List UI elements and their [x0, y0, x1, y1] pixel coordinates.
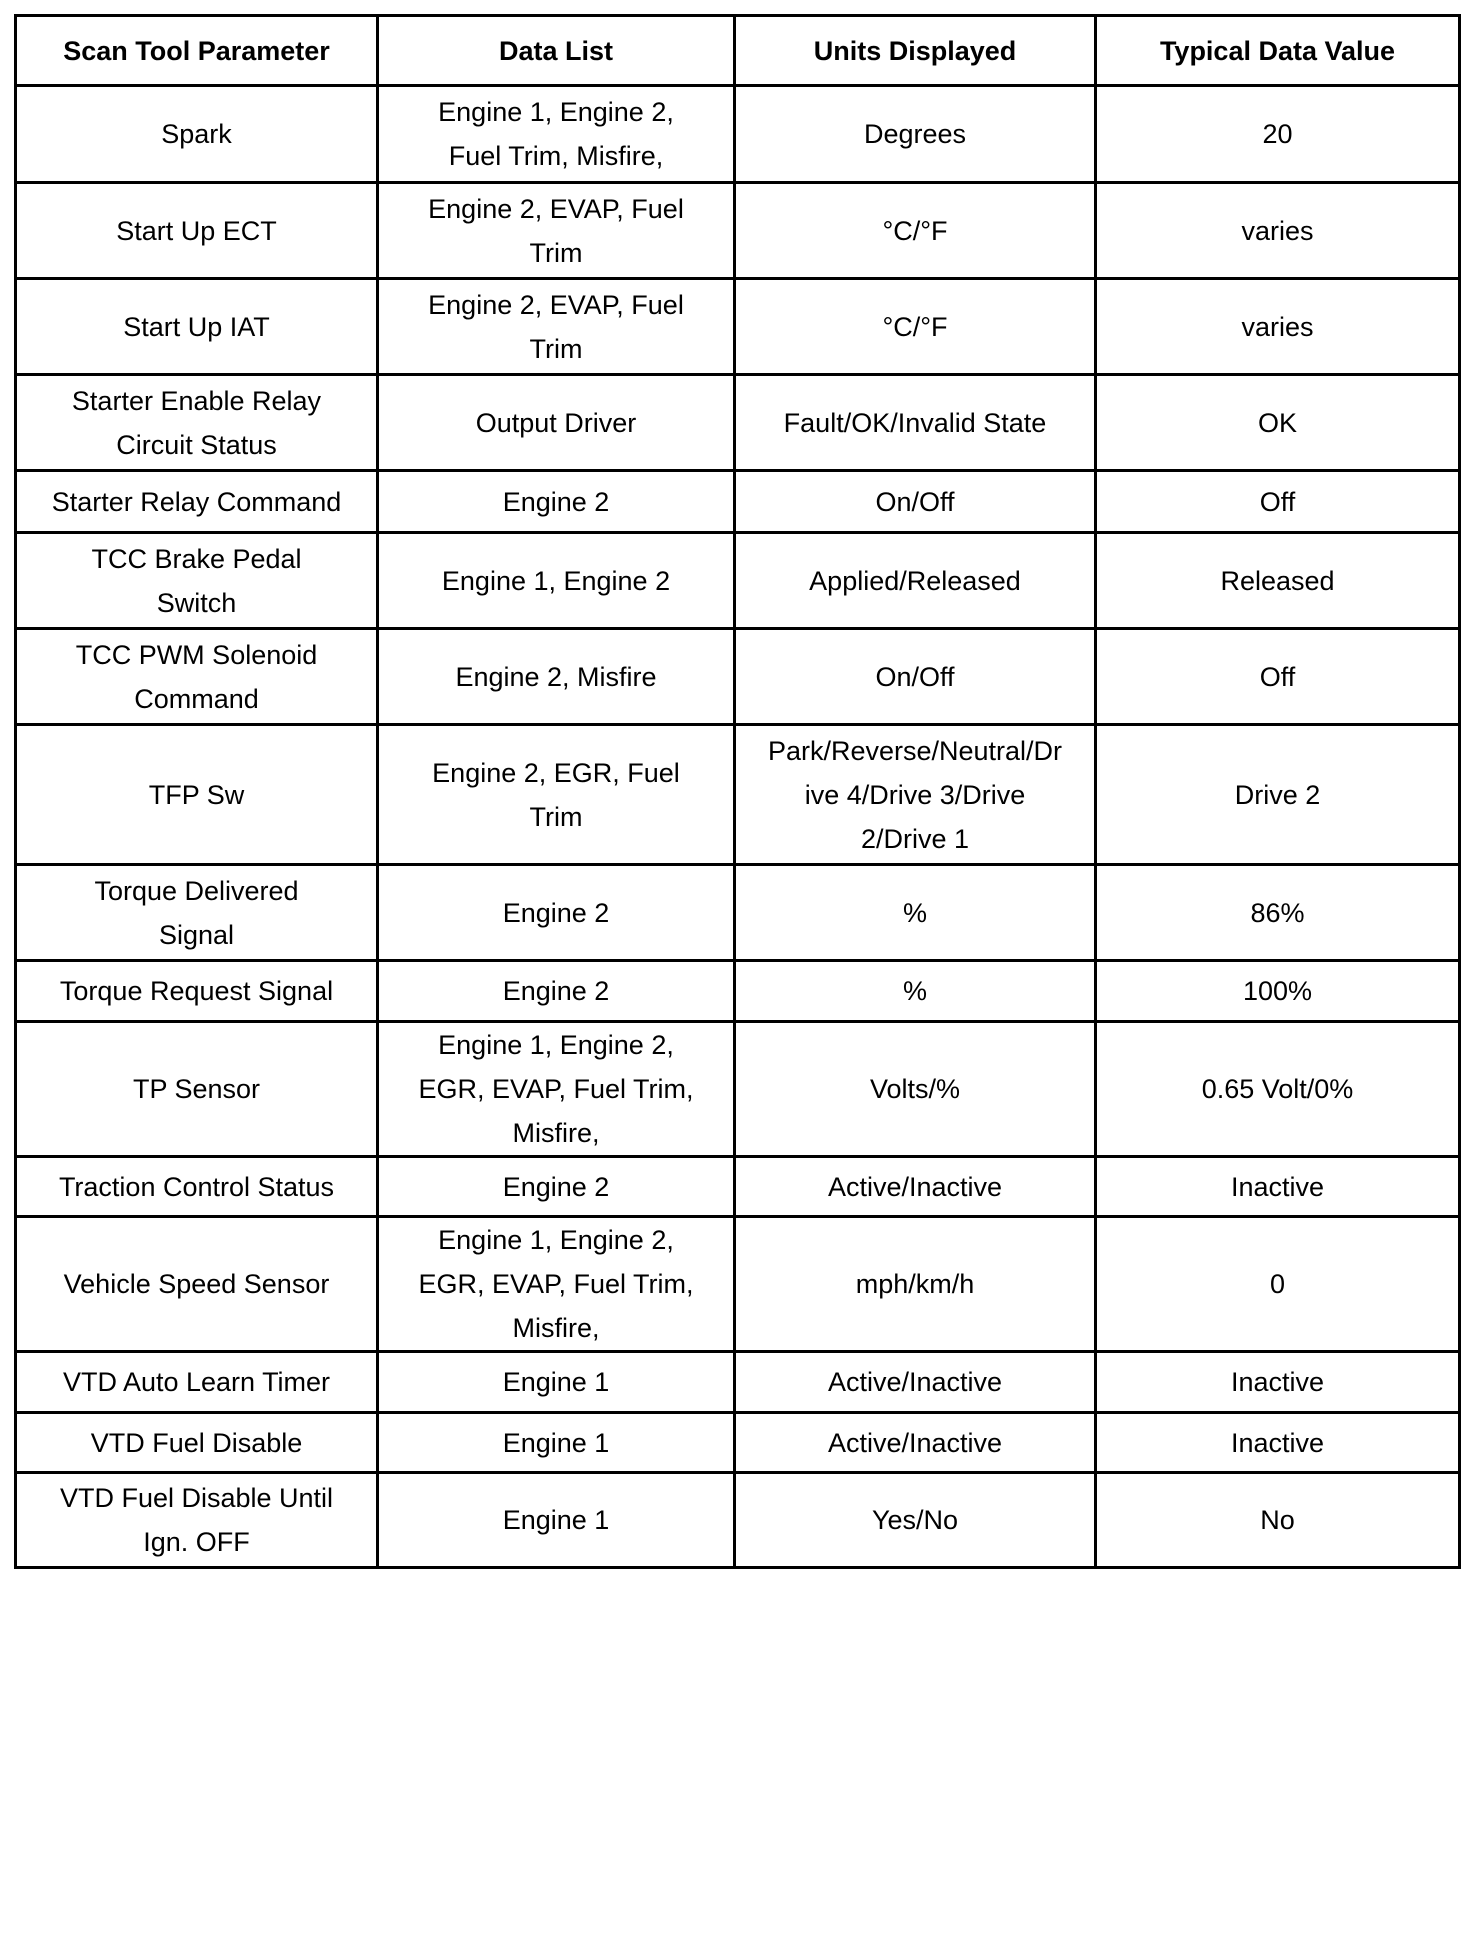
parameter-cell: Torque Delivered Signal: [16, 865, 378, 961]
header-data-list: Data List: [378, 16, 735, 86]
data-list-cell: Engine 2, EGR, Fuel Trim: [378, 725, 735, 865]
parameter-cell: Starter Relay Command: [16, 471, 378, 533]
scan-tool-data-table: [14, 14, 1461, 1569]
units-cell: °C/°F: [735, 279, 1096, 375]
data-list-cell: Engine 1, Engine 2, Fuel Trim, Misfire,: [378, 86, 735, 183]
units-cell: Active/Inactive: [735, 1352, 1096, 1413]
typical-value-cell: 0.65 Volt/0%: [1096, 1022, 1460, 1157]
typical-value-cell: 20: [1096, 86, 1460, 183]
data-list-cell: Engine 1, Engine 2: [378, 533, 735, 629]
data-list-cell: Engine 2: [378, 1157, 735, 1217]
data-list-cell: Engine 1: [378, 1473, 735, 1568]
parameter-cell: Vehicle Speed Sensor: [16, 1217, 378, 1352]
table-row: [16, 629, 1460, 725]
units-cell: °C/°F: [735, 183, 1096, 279]
header-scan-tool-parameter: Scan Tool Parameter: [16, 16, 378, 86]
units-cell: Active/Inactive: [735, 1413, 1096, 1473]
units-cell: %: [735, 961, 1096, 1022]
table-row: [16, 533, 1460, 629]
parameter-cell: Traction Control Status: [16, 1157, 378, 1217]
table-row: [16, 1157, 1460, 1217]
typical-value-cell: Off: [1096, 629, 1460, 725]
units-cell: mph/km/h: [735, 1217, 1096, 1352]
header-typical-data-value: Typical Data Value: [1096, 16, 1460, 86]
typical-value-cell: Drive 2: [1096, 725, 1460, 865]
table-row: [16, 1352, 1460, 1413]
table-row: [16, 1413, 1460, 1473]
parameter-cell: Start Up IAT: [16, 279, 378, 375]
table-row: [16, 1473, 1460, 1568]
typical-value-cell: No: [1096, 1473, 1460, 1568]
table-row: [16, 725, 1460, 865]
parameter-cell: VTD Auto Learn Timer: [16, 1352, 378, 1413]
typical-value-cell: 100%: [1096, 961, 1460, 1022]
table-row: [16, 865, 1460, 961]
table-row: [16, 1022, 1460, 1157]
data-list-cell: Engine 2: [378, 865, 735, 961]
parameter-cell: TCC Brake Pedal Switch: [16, 533, 378, 629]
units-cell: Degrees: [735, 86, 1096, 183]
parameter-cell: VTD Fuel Disable Until Ign. OFF: [16, 1473, 378, 1568]
units-cell: On/Off: [735, 629, 1096, 725]
parameter-cell: VTD Fuel Disable: [16, 1413, 378, 1473]
data-list-cell: Engine 2, EVAP, Fuel Trim: [378, 279, 735, 375]
data-list-cell: Engine 1, Engine 2, EGR, EVAP, Fuel Trim, Misfire,: [378, 1022, 735, 1157]
table-row: [16, 279, 1460, 375]
parameter-cell: TFP Sw: [16, 725, 378, 865]
parameter-cell: Torque Request Signal: [16, 961, 378, 1022]
data-list-cell: Engine 2: [378, 471, 735, 533]
typical-value-cell: Inactive: [1096, 1157, 1460, 1217]
units-cell: %: [735, 865, 1096, 961]
parameter-cell: Starter Enable Relay Circuit Status: [16, 375, 378, 471]
table-row: [16, 86, 1460, 183]
header-units-displayed: Units Displayed: [735, 16, 1096, 86]
data-list-cell: Engine 2, EVAP, Fuel Trim: [378, 183, 735, 279]
data-list-cell: Engine 2: [378, 961, 735, 1022]
table-row: [16, 1217, 1460, 1352]
parameter-cell: Spark: [16, 86, 378, 183]
typical-value-cell: varies: [1096, 279, 1460, 375]
units-cell: Fault/OK/Invalid State: [735, 375, 1096, 471]
data-list-cell: Engine 2, Misfire: [378, 629, 735, 725]
typical-value-cell: varies: [1096, 183, 1460, 279]
typical-value-cell: Off: [1096, 471, 1460, 533]
units-cell: Volts/%: [735, 1022, 1096, 1157]
units-cell: Applied/Released: [735, 533, 1096, 629]
table-body: [16, 86, 1460, 1568]
typical-value-cell: Inactive: [1096, 1413, 1460, 1473]
units-cell: Park/Reverse/Neutral/Dr ive 4/Drive 3/Drive 2/Drive 1: [735, 725, 1096, 865]
data-list-cell: Engine 1: [378, 1413, 735, 1473]
typical-value-cell: 0: [1096, 1217, 1460, 1352]
table-row: [16, 375, 1460, 471]
typical-value-cell: Released: [1096, 533, 1460, 629]
units-cell: Yes/No: [735, 1473, 1096, 1568]
parameter-cell: Start Up ECT: [16, 183, 378, 279]
typical-value-cell: Inactive: [1096, 1352, 1460, 1413]
parameter-cell: TCC PWM Solenoid Command: [16, 629, 378, 725]
data-list-cell: Engine 1, Engine 2, EGR, EVAP, Fuel Trim, Misfire,: [378, 1217, 735, 1352]
typical-value-cell: OK: [1096, 375, 1460, 471]
units-cell: Active/Inactive: [735, 1157, 1096, 1217]
table-row: [16, 183, 1460, 279]
table-row: [16, 471, 1460, 533]
table-row: [16, 961, 1460, 1022]
data-list-cell: Output Driver: [378, 375, 735, 471]
parameter-cell: TP Sensor: [16, 1022, 378, 1157]
units-cell: On/Off: [735, 471, 1096, 533]
data-list-cell: Engine 1: [378, 1352, 735, 1413]
typical-value-cell: 86%: [1096, 865, 1460, 961]
header-row: [16, 16, 1460, 86]
